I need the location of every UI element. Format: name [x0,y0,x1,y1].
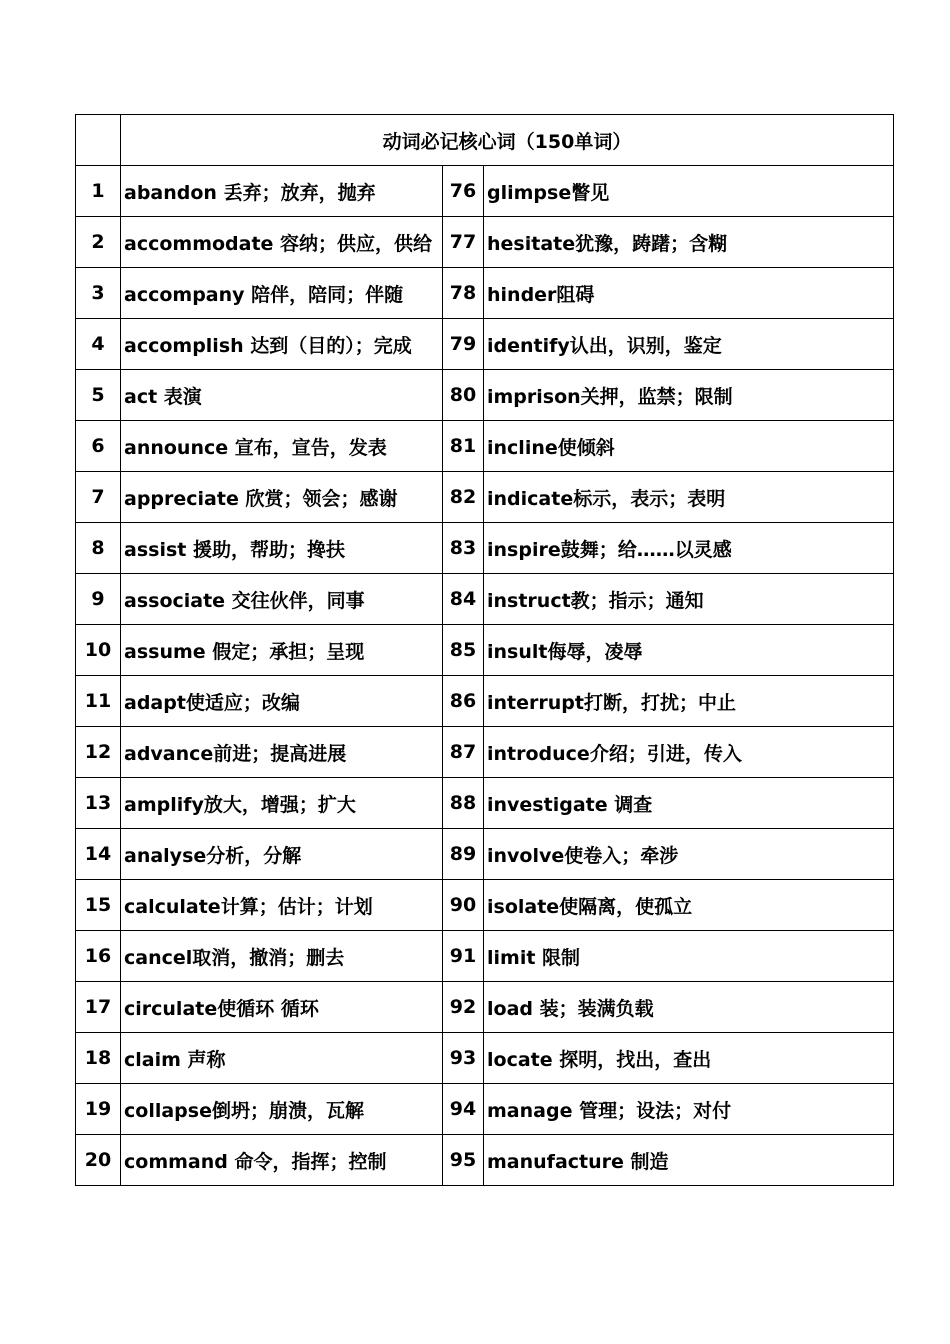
entry-word-right: manufacture 制造 [484,1135,894,1186]
entry-number-left: 14 [76,829,121,880]
table-row [76,523,894,574]
entry-number-left: 20 [76,1135,121,1186]
table-body [76,115,894,1186]
entry-word-right: interrupt打断，打扰；中止 [484,676,894,727]
entry-word-left: cancel取消，撤消；删去 [121,931,443,982]
entry-word-left: accommodate 容纳；供应，供给 [121,217,443,268]
table-row [76,880,894,931]
entry-word-right: isolate使隔离，使孤立 [484,880,894,931]
entry-number-right: 83 [443,523,484,574]
entry-word-left: circulate使循环 循环 [121,982,443,1033]
table-row [76,931,894,982]
table-row [76,625,894,676]
entry-word-right: imprison关押，监禁；限制 [484,370,894,421]
entry-number-left: 6 [76,421,121,472]
corner-cell [76,115,121,166]
entry-number-left: 12 [76,727,121,778]
entry-word-right: limit 限制 [484,931,894,982]
entry-number-left: 18 [76,1033,121,1084]
entry-number-left: 1 [76,166,121,217]
entry-number-left: 11 [76,676,121,727]
entry-number-left: 17 [76,982,121,1033]
entry-word-right: locate 探明，找出，查出 [484,1033,894,1084]
entry-number-right: 82 [443,472,484,523]
table-row [76,319,894,370]
entry-word-right: introduce介绍；引进，传入 [484,727,894,778]
entry-number-left: 16 [76,931,121,982]
entry-word-right: manage 管理；设法；对付 [484,1084,894,1135]
entry-number-right: 87 [443,727,484,778]
entry-number-left: 9 [76,574,121,625]
table-title: 动词必记核心词（150单词） [121,115,894,166]
entry-number-right: 84 [443,574,484,625]
entry-number-right: 80 [443,370,484,421]
entry-number-right: 76 [443,166,484,217]
entry-number-right: 92 [443,982,484,1033]
entry-word-left: collapse倒坍；崩溃，瓦解 [121,1084,443,1135]
entry-number-right: 79 [443,319,484,370]
table-row [76,1135,894,1186]
entry-word-left: act 表演 [121,370,443,421]
entry-word-left: claim 声称 [121,1033,443,1084]
table-row [76,829,894,880]
entry-word-left: amplify放大，增强；扩大 [121,778,443,829]
entry-word-left: accomplish 达到（目的）；完成 [121,319,443,370]
entry-number-left: 13 [76,778,121,829]
table-row [76,1033,894,1084]
table-row [76,217,894,268]
entry-number-right: 93 [443,1033,484,1084]
entry-word-left: assume 假定；承担；呈现 [121,625,443,676]
entry-number-left: 19 [76,1084,121,1135]
title-row [76,115,894,166]
entry-word-right: identify认出，识别，鉴定 [484,319,894,370]
entry-number-right: 77 [443,217,484,268]
table-row [76,778,894,829]
entry-number-left: 2 [76,217,121,268]
entry-word-right: hinder阻碍 [484,268,894,319]
entry-word-left: accompany 陪伴，陪同；伴随 [121,268,443,319]
table-row [76,421,894,472]
entry-number-right: 88 [443,778,484,829]
table-row [76,574,894,625]
entry-number-left: 7 [76,472,121,523]
table-row [76,727,894,778]
entry-word-right: instruct教；指示；通知 [484,574,894,625]
entry-word-right: investigate 调查 [484,778,894,829]
entry-word-right: inspire鼓舞；给……以灵感 [484,523,894,574]
entry-number-right: 90 [443,880,484,931]
vocabulary-table [75,114,894,1186]
table-row [76,982,894,1033]
entry-word-left: command 命令，指挥；控制 [121,1135,443,1186]
entry-word-right: incline使倾斜 [484,421,894,472]
entry-number-right: 91 [443,931,484,982]
entry-number-right: 94 [443,1084,484,1135]
entry-word-right: load 装；装满负载 [484,982,894,1033]
table-row [76,166,894,217]
table-row [76,1084,894,1135]
table-row [76,268,894,319]
entry-number-left: 10 [76,625,121,676]
entry-number-right: 78 [443,268,484,319]
entry-word-right: indicate标示，表示；表明 [484,472,894,523]
entry-word-left: calculate计算；估计；计划 [121,880,443,931]
entry-word-left: adapt使适应；改编 [121,676,443,727]
entry-word-left: announce 宣布，宣告，发表 [121,421,443,472]
entry-word-right: insult侮辱，凌辱 [484,625,894,676]
entry-word-right: hesitate犹豫，踌躇；含糊 [484,217,894,268]
table-row [76,676,894,727]
entry-number-right: 89 [443,829,484,880]
entry-number-right: 81 [443,421,484,472]
table-row [76,472,894,523]
table-row [76,370,894,421]
entry-word-right: involve使卷入；牵涉 [484,829,894,880]
entry-word-left: appreciate 欣赏；领会；感谢 [121,472,443,523]
entry-number-left: 5 [76,370,121,421]
entry-number-right: 85 [443,625,484,676]
entry-number-left: 4 [76,319,121,370]
entry-word-left: advance前进；提高进展 [121,727,443,778]
entry-word-left: abandon 丢弃；放弃，抛弃 [121,166,443,217]
entry-number-right: 86 [443,676,484,727]
entry-word-left: analyse分析，分解 [121,829,443,880]
entry-word-left: assist 援助，帮助；搀扶 [121,523,443,574]
entry-number-left: 15 [76,880,121,931]
entry-word-right: glimpse瞥见 [484,166,894,217]
entry-number-left: 8 [76,523,121,574]
entry-number-left: 3 [76,268,121,319]
entry-number-right: 95 [443,1135,484,1186]
entry-word-left: associate 交往伙伴，同事 [121,574,443,625]
